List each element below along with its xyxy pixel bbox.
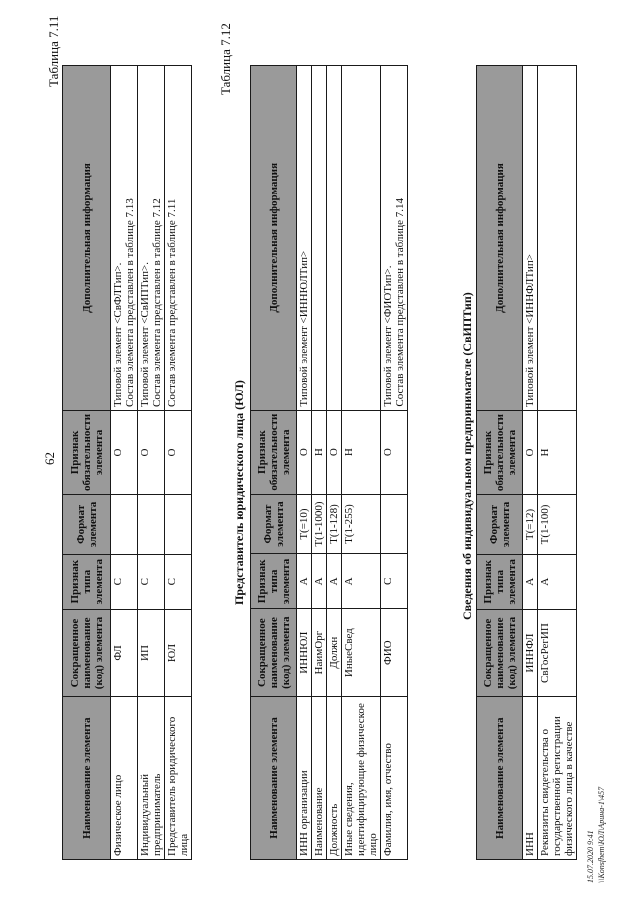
cell-short: ИныеСвед [342,609,381,697]
cell-type: А [538,554,577,609]
cell-name: ИНН [523,697,538,860]
info-line-2: Состав элемента представлен в таблице 7.13 [124,198,136,407]
cell-format: Т(1-1000) [312,494,327,554]
cell-format [165,495,192,555]
cell-type: А [297,554,312,609]
cell-name: Наименование [312,697,327,860]
cell-type: С [381,554,408,609]
table-row [342,66,381,860]
caption-legal-rep: Представитель юридического лица (ЮЛ) [232,380,246,605]
cell-name: Должность [327,697,342,860]
table-row [111,66,138,860]
cell-short: НаимОрг [312,609,327,697]
col-header-format: Формат элемента [251,494,297,554]
info-line-1: Типовой элемент <СвФЛТип>. [112,262,124,407]
table-row [538,66,577,860]
cell-type: С [138,554,165,609]
table-legal-representative [250,65,408,860]
cell-required: Н [312,410,327,494]
page-number: 62 [42,452,57,465]
col-header-format: Формат элемента [477,495,523,555]
cell-short: ФИО [381,609,408,697]
cell-name: Физическое лицо [111,697,138,860]
info-line-2: Состав элемента представлен в таблице 7.11 [166,198,178,407]
table-row [327,66,342,860]
cell-short: СвГосРегИП [538,609,577,697]
table-persons [62,65,192,860]
info-line-2: Состав элемента представлен в таблице 7.14 [394,197,406,407]
cell-info [312,66,327,411]
cell-info [297,66,312,411]
cell-name: Реквизиты свидетельства о государственной регистрации физического лица в качестве [538,697,577,860]
col-header-short: Сокращенное наименование (код) элемента [63,609,111,697]
cell-short: ИННЮЛ [297,609,312,697]
cell-name: Фамилия, имя, отчество [381,697,408,860]
table-row [165,66,192,860]
cell-type: А [312,554,327,609]
col-header-required: Признак обязательности элемента [63,410,111,494]
table-individual-entrepreneur [476,65,577,860]
cell-format: Т(1-100) [538,495,577,555]
footer-path: \\Konsfhem\ЮЛ\Aрина-1\457 [597,786,606,883]
cell-info [342,66,381,411]
cell-type: А [523,554,538,609]
table-label-7-12: Таблица 7.12 [218,23,233,95]
col-header-format: Формат элемента [63,495,111,555]
cell-name: Индивидуальный предприниматель [138,697,165,860]
cell-type: С [165,554,192,609]
table-row [523,66,538,860]
cell-required: О [165,410,192,494]
cell-short: Должн [327,609,342,697]
cell-short: ИП [138,609,165,697]
info-line-1: Типовой элемент <ФИОТип>. [382,265,394,407]
cell-format: Т(1-128) [327,494,342,554]
cell-name: Иные сведения, идентифицирующие физическое лицо [342,697,381,860]
cell-required: О [381,410,408,494]
cell-type: С [111,554,138,609]
footer-timestamp: 15.07.2020 9:41 [586,830,595,883]
col-header-type: Признак типа элемента [63,554,111,609]
table-row [138,66,165,860]
col-header-info: Дополнительная информация [63,66,111,411]
table-row [297,66,312,860]
cell-required: Н [538,411,577,495]
cell-required: О [297,410,312,494]
cell-format [111,495,138,555]
col-header-short: Сокращенное наименование (код) элемента [251,609,297,697]
cell-type: А [327,554,342,609]
info-line-1: Типовой элемент <ИННФЛТип> [524,254,536,408]
cell-required: Н [342,410,381,494]
col-header-name: Наименование элемента [477,697,523,860]
col-header-info: Дополнительная информация [477,66,523,411]
cell-info [381,66,408,411]
cell-required: О [523,411,538,495]
cell-format: Т(1-255) [342,494,381,554]
cell-info [165,66,192,411]
cell-info [538,66,577,411]
col-header-required: Признак обязательности элемента [251,410,297,494]
cell-format: Т(=12) [523,495,538,555]
info-line-1: Типовой элемент <СвИПТип>. [139,262,151,407]
cell-name: Представитель юридического лица [165,697,192,860]
cell-short: ИННФЛ [523,609,538,697]
cell-format: Т(=10) [297,494,312,554]
caption-individual-entrepreneur: Сведения об индивидуальном предпринимателе (СвИПТип) [460,292,474,620]
info-line-2: Состав элемента представлен в таблице 7.12 [151,198,163,407]
col-header-type: Признак типа элемента [251,554,297,609]
table-row [381,66,408,860]
col-header-name: Наименование элемента [63,697,111,860]
col-header-name: Наименование элемента [251,697,297,860]
cell-short: ЮЛ [165,609,192,697]
col-header-type: Признак типа элемента [477,554,523,609]
table-row [312,66,327,860]
cell-info [523,66,538,411]
cell-name: ИНН организации [297,697,312,860]
cell-required: О [111,410,138,494]
cell-short: ФЛ [111,609,138,697]
cell-format [138,495,165,555]
cell-required: О [327,410,342,494]
cell-format [381,494,408,554]
table-label-7-11: Таблица 7.11 [46,15,61,87]
cell-required: О [138,410,165,494]
cell-info [327,66,342,411]
cell-info [138,66,165,411]
col-header-required: Признак обязательности элемента [477,411,523,495]
col-header-short: Сокращенное наименование (код) элемента [477,609,523,697]
cell-type: А [342,554,381,609]
cell-info [111,66,138,411]
col-header-info: Дополнительная информация [251,66,297,411]
info-line-1: Типовой элемент <ИННЮЛТип> [298,250,310,407]
